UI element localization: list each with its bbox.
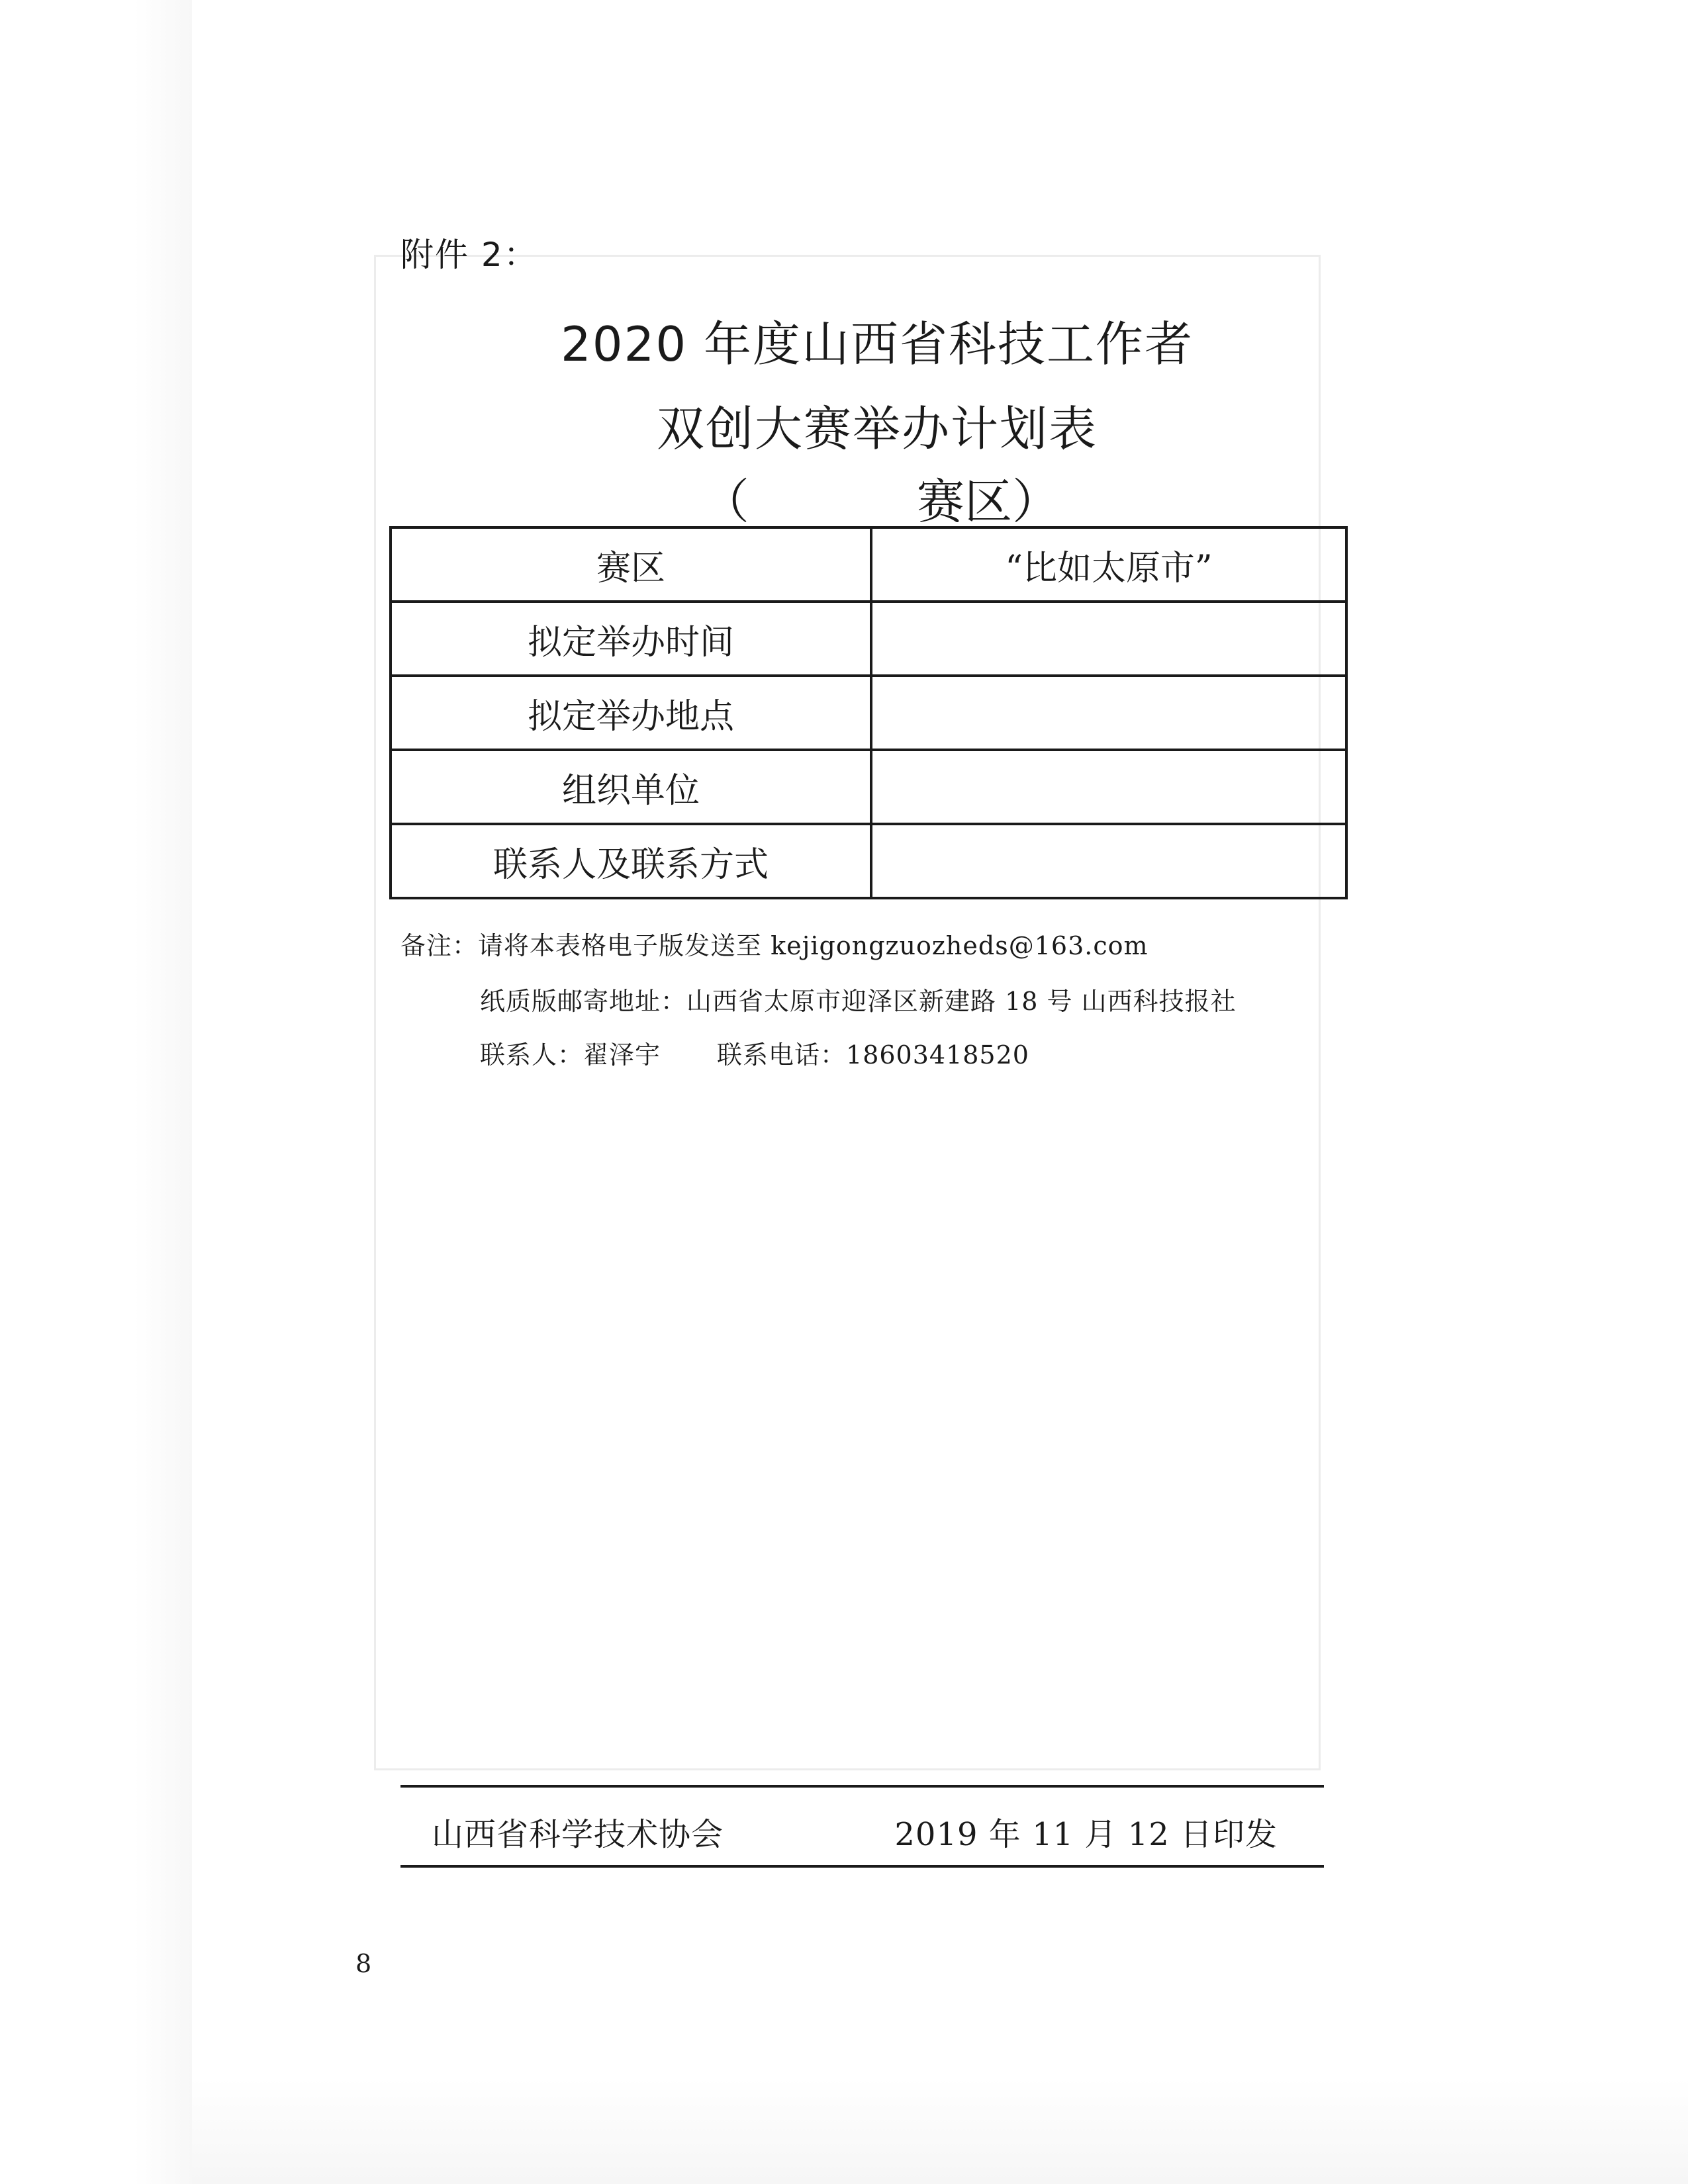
note-contact-person: 联系人：翟泽宇 [480,1040,661,1069]
document-title-line-1: 2020 年度山西省科技工作者 [560,316,1194,372]
table-row [391,750,1346,824]
footer-organization: 山西省科学技术协会 [432,1816,724,1853]
table-value-cell [871,602,1346,676]
note-contact-phone: 联系电话：18603418520 [717,1040,1029,1069]
scan-margin-bottom [192,2078,1688,2184]
table-value-cell: “比如太原市” [871,527,1346,602]
table-label-cell: 拟定举办地点 [391,676,871,750]
table-value-cell [871,824,1346,898]
footer-date: 2019 年 11 月 12 日印发 [894,1816,1278,1853]
region-title-line [688,463,1060,529]
plan-table [389,526,1348,899]
note-email: 备注：请将本表格电子版发送至 kejigongzuozheds@163.com [400,931,1149,960]
table-value-cell [871,676,1346,750]
scan-margin-left [0,0,192,2184]
footer-rule-top [400,1785,1324,1788]
table-label-cell: 赛区 [391,527,871,602]
table-label-cell: 联系人及联系方式 [391,824,871,898]
table-label-cell: 拟定举办时间 [391,602,871,676]
table-row [391,527,1346,602]
table-row [391,602,1346,676]
note-mailing-address: 纸质版邮寄地址：山西省太原市迎泽区新建路 18 号 山西科技报社 [480,987,1237,1016]
table-value-cell [871,750,1346,824]
page-number: 8 [355,1949,372,1978]
note-contact [480,1034,1029,1071]
attachment-label: 附件 2： [400,236,538,274]
footer-rule-bottom [400,1865,1324,1868]
region-word: 赛区） [917,474,1060,529]
table-label-cell: 组织单位 [391,750,871,824]
document-title-line-2: 双创大赛举办计划表 [656,401,1098,457]
region-open-paren: （ [702,474,750,529]
table-row [391,676,1346,750]
table-row [391,824,1346,898]
